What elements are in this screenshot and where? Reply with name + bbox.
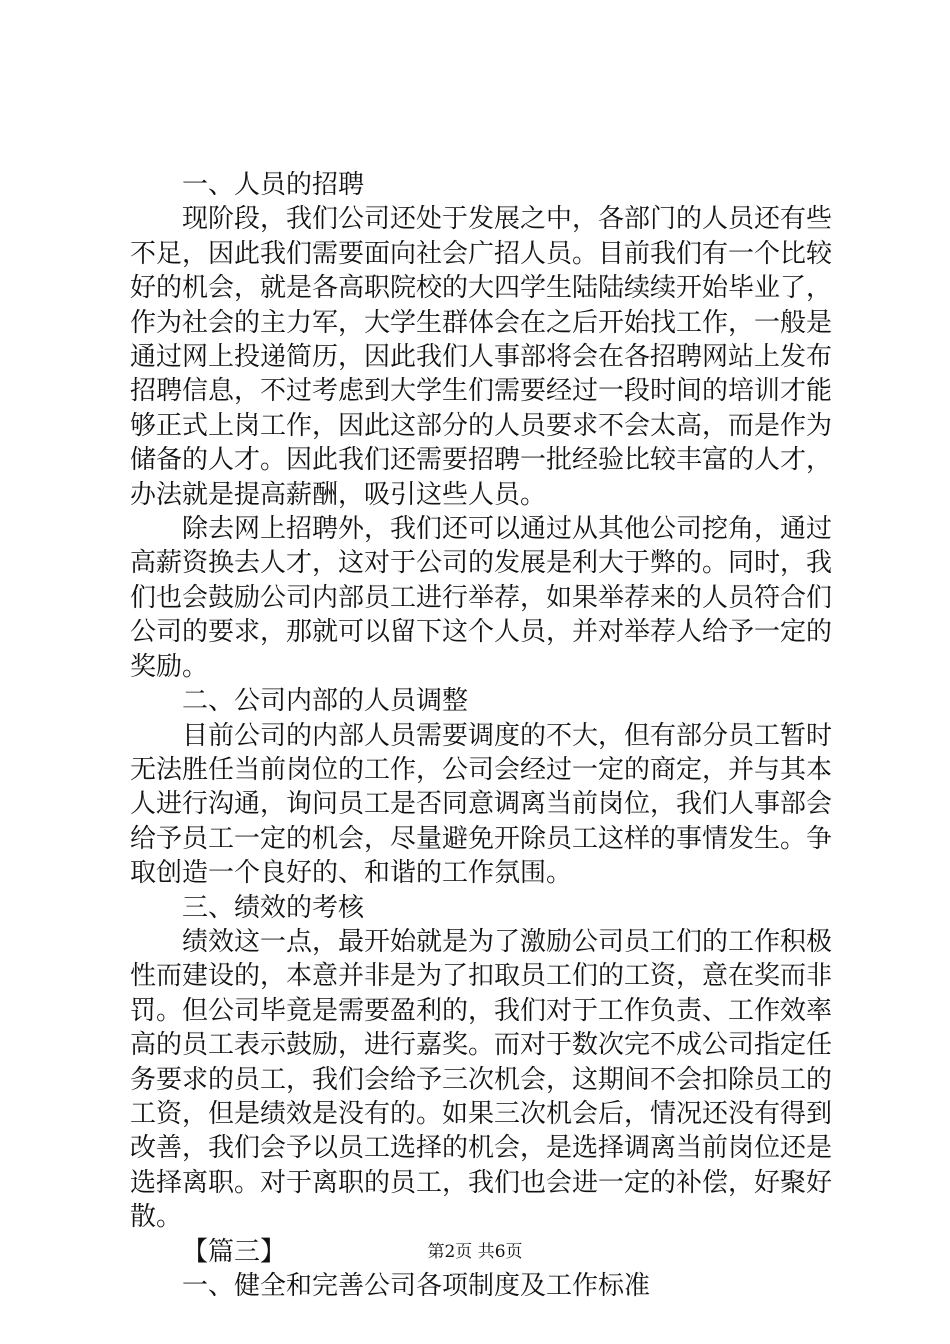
section-heading-recruitment: 一、人员的招聘 xyxy=(182,170,365,200)
section-heading-performance: 三、绩效的考核 xyxy=(182,892,365,923)
page-number-footer: 第2页 共6页 xyxy=(427,1242,523,1262)
body-paragraph: 现阶段，我们公司还处于发展之中，各部门的人员还有些不足，因此我们需要面向社会广招人员。目前我们有一个比较好的机会，就是各高职院校的大四学生陆陆续续开始毕业了，作为社会的主力军，大学生群体会在之后开始找工作，一般是通过网上投递简历，因此我们人事部将会在各招聘网站上发布招聘信息，不过考虑到大学生们需要经过一段时间的培训才能够正式上岗工作，因此这部分的人员要求不会太高，而是作为储备的人才。因此我们还需要招聘一批经验比较丰富的人才，办法就是提高薪酬，吸引这些人员。 xyxy=(130,204,833,510)
chapter-heading: 【篇三】 xyxy=(182,1236,287,1267)
section-heading-internal-adjustment: 二、公司内部的人员调整 xyxy=(182,686,469,717)
body-paragraph: 目前公司的内部人员需要调度的不大，但有部分员工暂时无法胜任当前岗位的工作，公司会经过一定的商定，并与其本人进行沟通，询问员工是否同意调离当前岗位，我们人事部会给予员工一定的机会，尽量避免开除员工这样的事情发生。争取创造一个良好的、和谐的工作氛围。 xyxy=(130,720,833,889)
body-paragraph: 绩效这一点，最开始就是为了激励公司员工们的工作积极性而建设的，本意并非是为了扣取员工们的工资，意在奖而非罚。但公司毕竟是需要盈利的，我们对于工作负责、工作效率高的员工表示鼓励，进行嘉奖。而对于数次完不成公司指定任务要求的员工，我们会给予三次机会，这期间不会扣除员工的工资，但是绩效是没有的。如果三次机会后，情况还没有得到改善，我们会予以员工选择的机会，是选择调离当前岗位还是选择离职。对于离职的员工，我们也会进一定的补偿，好聚好散。 xyxy=(130,926,833,1233)
section-heading-policies: 一、健全和完善公司各项制度及工作标准 xyxy=(182,1271,651,1301)
body-paragraph: 除去网上招聘外，我们还可以通过从其他公司挖角，通过高薪资换去人才，这对于公司的发展是利大于弊的。同时，我们也会鼓励公司内部员工进行举荐，如果举荐来的人员符合们公司的要求，那就可以留下这个人员，并对举荐人给予一定的奖励。 xyxy=(130,514,833,682)
document-body xyxy=(130,168,832,1303)
